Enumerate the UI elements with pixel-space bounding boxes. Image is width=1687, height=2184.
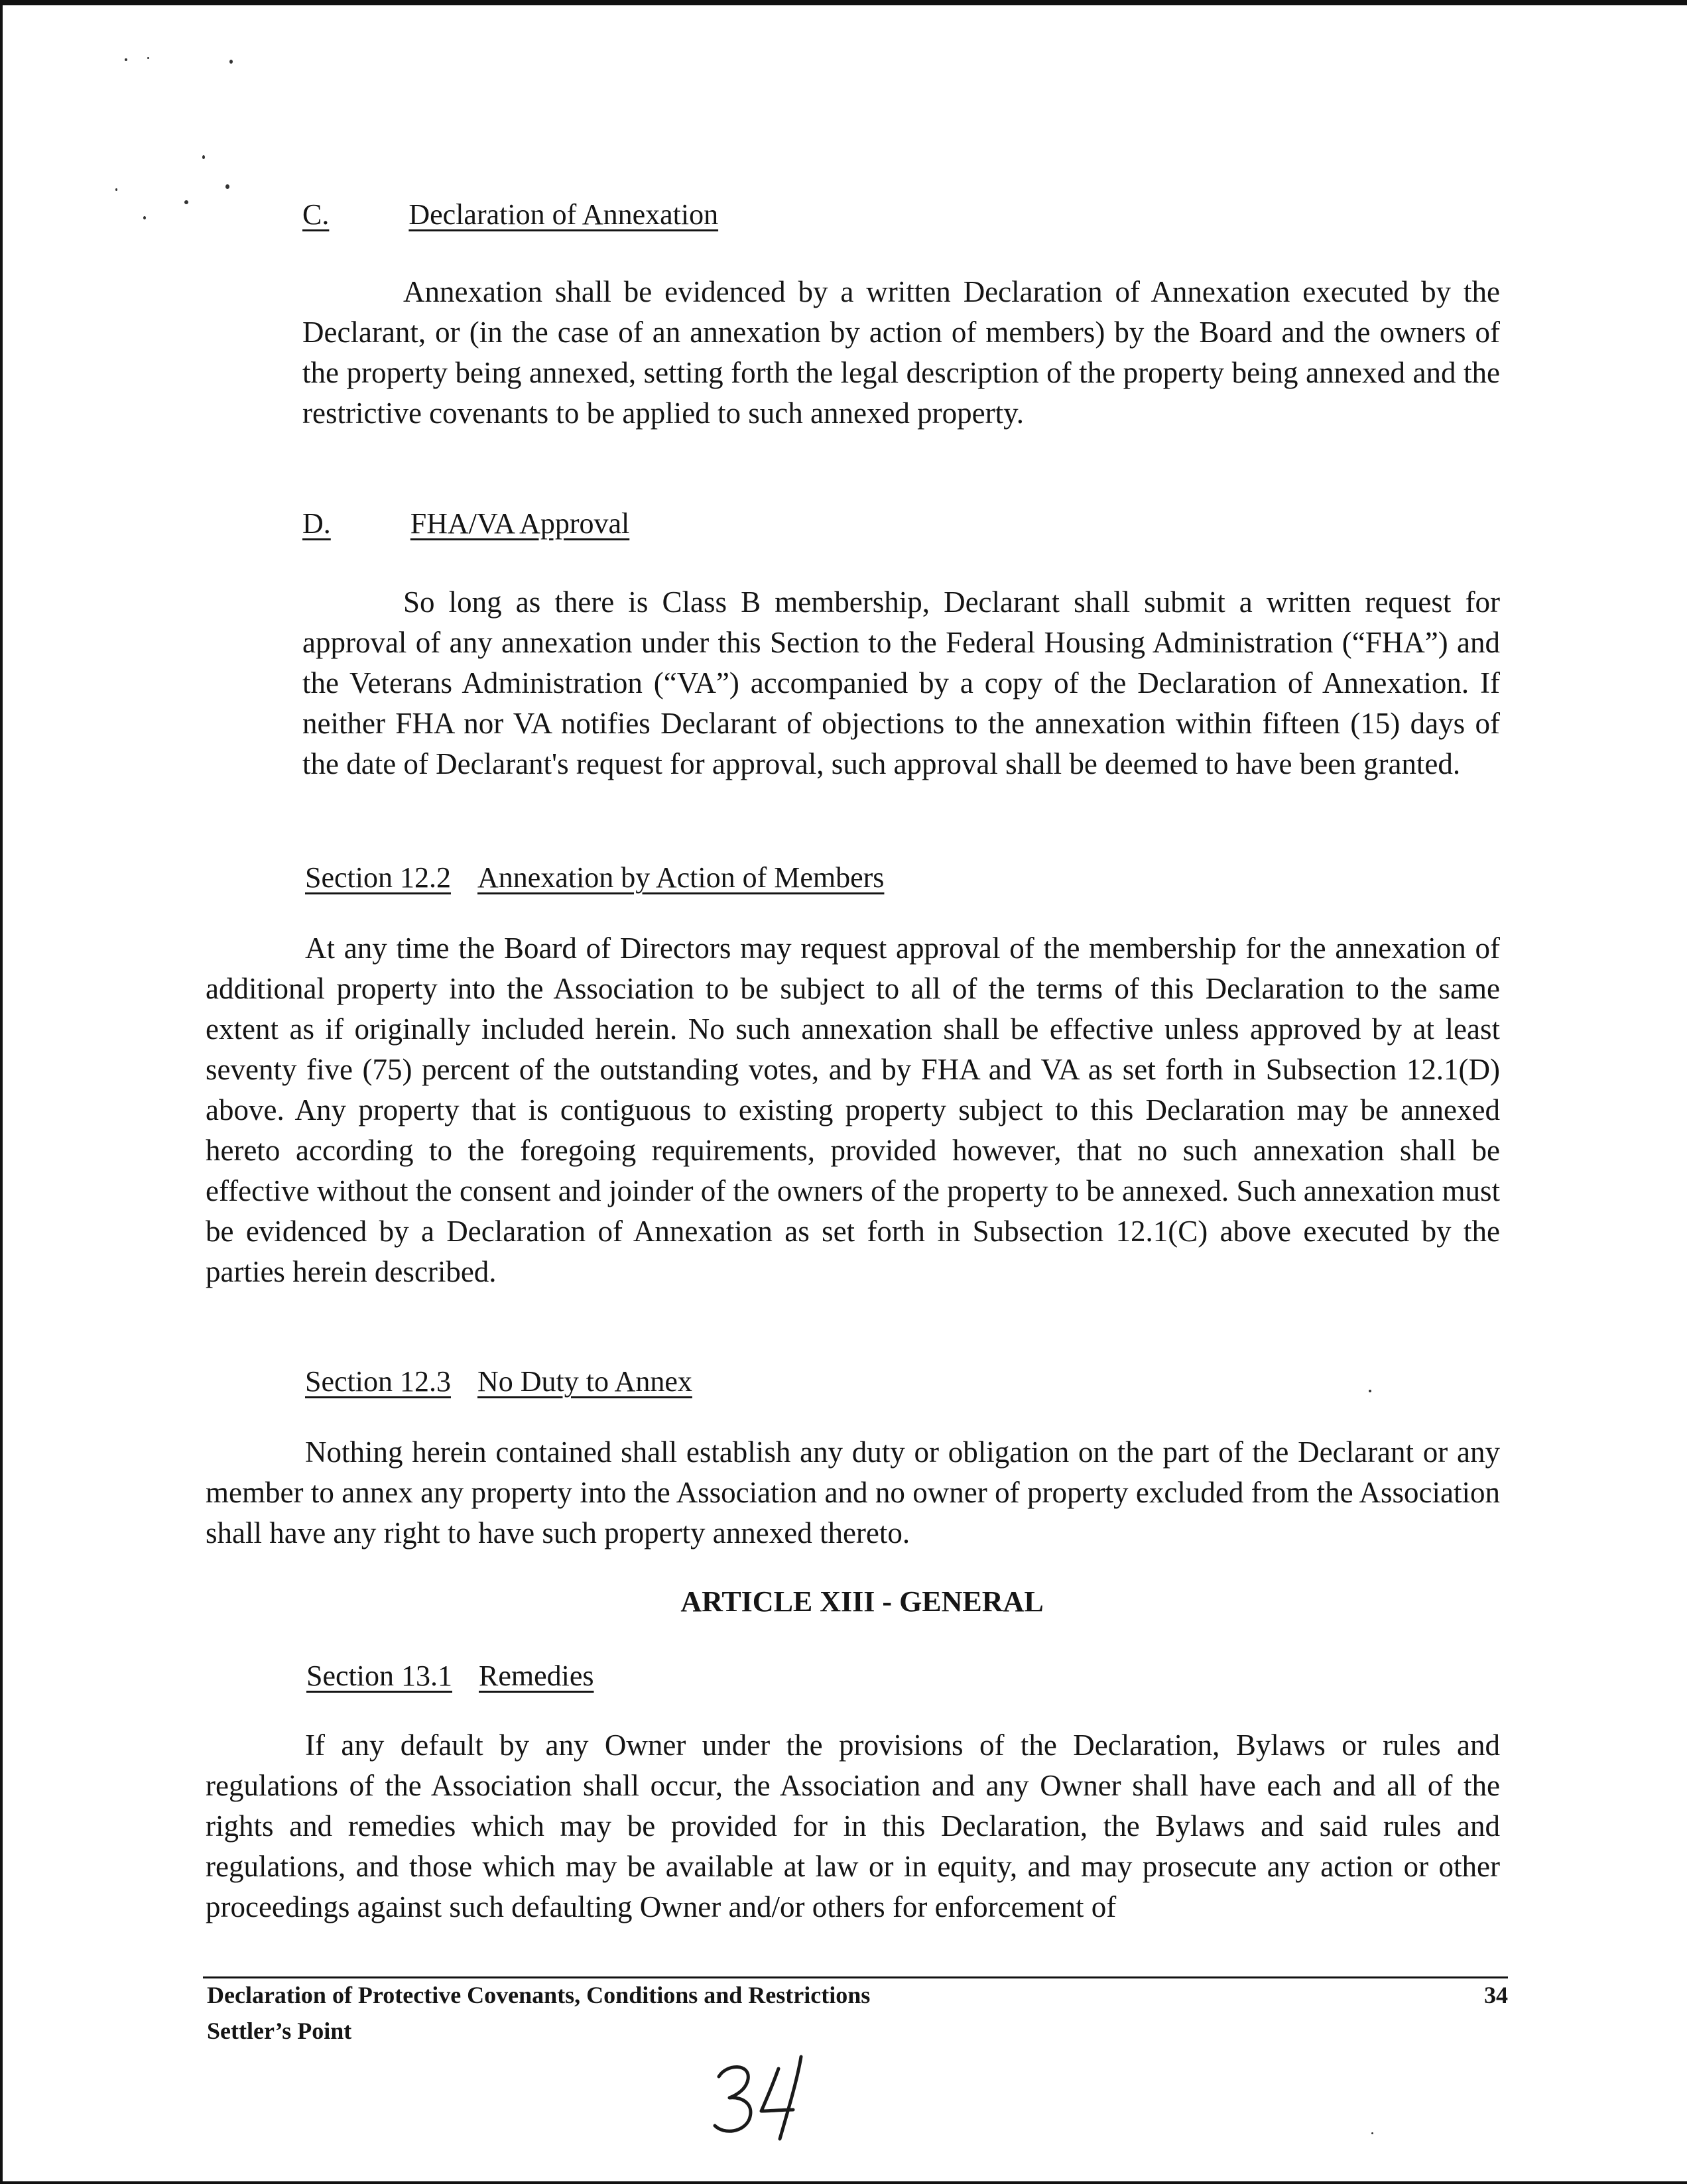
section-label: Section 12.2	[305, 861, 451, 894]
section-title: No Duty to Annex	[477, 1365, 692, 1398]
article-heading: ARTICLE XIII - GENERAL	[680, 1585, 1044, 1618]
scan-border-top	[0, 0, 1687, 5]
subsection-title: Declaration of Annexation	[408, 198, 719, 231]
paragraph-fha-va-approval: So long as there is Class B membership, Declarant shall submit a written request for approval of any annexation under this Section to the Federal Housing Administration (“FHA”) and the Veterans Administration (“VA”) accompanied by a copy of the Declaration of Annexation. If neither FHA nor VA notifies Declarant of objections to the annexation within fifteen (15) days of the date of Declarant's request for approval, such approval shall be deemed to have been granted.	[302, 585, 1500, 780]
scan-speck	[115, 188, 117, 191]
scan-border-left	[0, 0, 3, 2184]
scan-speck	[225, 184, 229, 189]
scan-speck	[147, 57, 149, 59]
scan-speck	[1371, 2132, 1373, 2134]
paragraph-annexation-by-action-of-members: At any time the Board of Directors may request approval of the membership for the annexation of additional property into the Association to be subject to all of the terms of this Declaration to the same extent as if originally included herein. No such annexation shall be effective unless approved by at least seventy five (75) percent of the outstanding votes, and by FHA and VA as set forth in Subsection 12.1(D) above. Any property that is contiguous to existing property subject to this Declaration may be annexed hereto according to the foregoing requirements, provided however, that no such annexation shall be effective without the consent and joinder of the owners of the property to be annexed. Such annexation must be evidenced by a Declaration of Annexation as set forth in Subsection 12.1(C) above executed by the parties herein described.	[206, 932, 1500, 1288]
section-title: Remedies	[478, 1660, 594, 1692]
subsection-label: D.	[302, 507, 331, 540]
section-label: Section 13.1	[306, 1660, 452, 1692]
subsection-title: FHA/VA Approval	[410, 507, 630, 540]
paragraph-declaration-of-annexation: Annexation shall be evidenced by a written Declaration of Annexation executed by the Declarant, or (in the case of an annexation by action of members) by the Board and the owners of the property being annexed, setting forth the legal description of the property being annexed and the restrictive covenants to be applied to such annexed property.	[302, 275, 1500, 430]
scan-speck	[202, 155, 205, 159]
scan-border-bottom	[0, 2181, 1687, 2184]
subsection-heading-d	[302, 505, 629, 542]
scan-speck	[184, 200, 188, 204]
paragraph-no-duty-to-annex: Nothing herein contained shall establish any duty or obligation on the part of the Declarant or any member to annex any property into the Association and no owner of property excluded from the Association shall have any right to have such property annexed thereto.	[206, 1435, 1500, 1549]
section-heading-12-2	[305, 859, 884, 896]
scan-speck	[125, 58, 127, 61]
paragraph-remedies: If any default by any Owner under the provisions of the Declaration, Bylaws or rules and regulations of the Association shall occur, the Association and any Owner shall have each and all of the rights and remedies which may be provided for in this Declaration, the Bylaws and said rules and regulations, and those which may be available at law or in equity, and may prosecute any action or other proceedings against such defaulting Owner and/or others for enforcement of	[206, 1729, 1500, 1923]
page-number: 34	[1484, 1982, 1508, 2008]
footer-divider	[203, 1976, 1508, 1978]
section-title: Annexation by Action of Members	[477, 861, 885, 894]
subsection-heading-c	[302, 196, 718, 233]
scan-speck	[143, 216, 146, 219]
footer-document-title: Declaration of Protective Covenants, Conditions and Restrictions	[207, 1982, 871, 2008]
section-heading-12-3	[305, 1363, 692, 1400]
scan-speck	[229, 60, 233, 64]
section-label: Section 12.3	[305, 1365, 451, 1398]
footer-project-name: Settler’s Point	[207, 2018, 352, 2044]
subsection-label: C.	[302, 198, 330, 231]
section-heading-13-1	[306, 1658, 594, 1695]
handwritten-page-number	[710, 2054, 809, 2144]
scan-speck	[1369, 1390, 1371, 1392]
